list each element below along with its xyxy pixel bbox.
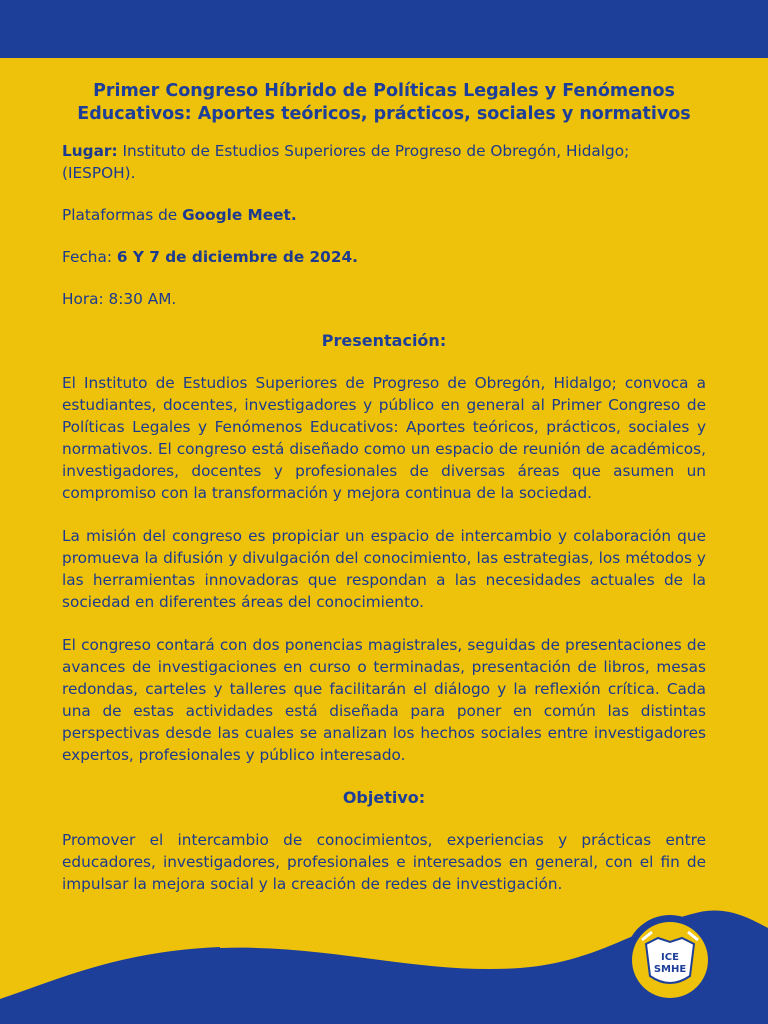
fecha-value: 6 Y 7 de diciembre de 2024. <box>116 248 358 266</box>
objetivo-paragraph: Promover el intercambio de conocimientos, experiencias y prácticas entre educadores, investigadores, profesionales e interesados en general, con el fin de impulsar la mejora social y la creación de redes de investigación. <box>62 831 706 893</box>
title-line-2: Educativos: Aportes teóricos, prácticos, sociales y normativos <box>77 104 691 124</box>
plataformas-line <box>62 204 706 226</box>
lugar-text: Instituto de Estudios Superiores de Progreso de Obregón, Hidalgo; (IESPOH). <box>62 142 630 182</box>
plataformas-text: Plataformas de <box>62 206 183 224</box>
hora-line: Hora: 8:30 AM. <box>62 290 177 308</box>
title-line-1: Primer Congreso Híbrido de Políticas Legales y Fenómenos <box>93 81 675 101</box>
presentacion-paragraph-3: El congreso contará con dos ponencias magistrales, seguidas de presentaciones de avances de investigaciones en curso o terminadas, presentación de libros, mesas redondas, carteles y talleres que facilitarán el diálogo y la reflexión crítica. Cada una de estas actividades está diseñada para poner en común las distintas perspectivas desde las cuales se analizan los hechos sociales entre investigadores expertos, profesionales y público interesado. <box>62 636 706 764</box>
institution-seal-logo <box>624 914 716 1006</box>
objetivo-heading: Objetivo: <box>342 788 426 807</box>
document-body <box>62 80 706 916</box>
fecha-label: Fecha: <box>62 248 117 266</box>
presentacion-heading: Presentación: <box>321 331 447 350</box>
svg-text:ICE: ICE <box>661 952 679 963</box>
presentacion-paragraph-1: El Instituto de Estudios Superiores de Progreso de Obregón, Hidalgo; convoca a estudiantes, docentes, investigadores y público en general al Primer Congreso de Políticas Legales y Fenómenos Educativos: Aportes teóricos, prácticos, sociales y normativos. El congreso está diseñado como un espacio de reunión de académicos, investigadores, docentes y profesionales de diversas áreas que asumen un compromiso con la transformación y mejora continua de la sociedad. <box>62 374 706 502</box>
presentacion-paragraph-2: La misión del congreso es propiciar un espacio de intercambio y colaboración que promueva la difusión y divulgación del conocimiento, las estrategias, los métodos y las herramientas innovadoras que respondan a las necesidades actuales de la sociedad en diferentes áreas del conocimiento. <box>62 527 706 611</box>
plataformas-value: Google Meet. <box>182 206 297 224</box>
fecha-line <box>62 246 706 268</box>
page-title <box>62 80 706 126</box>
svg-text:SMHE: SMHE <box>653 964 687 975</box>
lugar-label: Lugar: <box>62 142 118 160</box>
lugar-line <box>62 140 706 184</box>
